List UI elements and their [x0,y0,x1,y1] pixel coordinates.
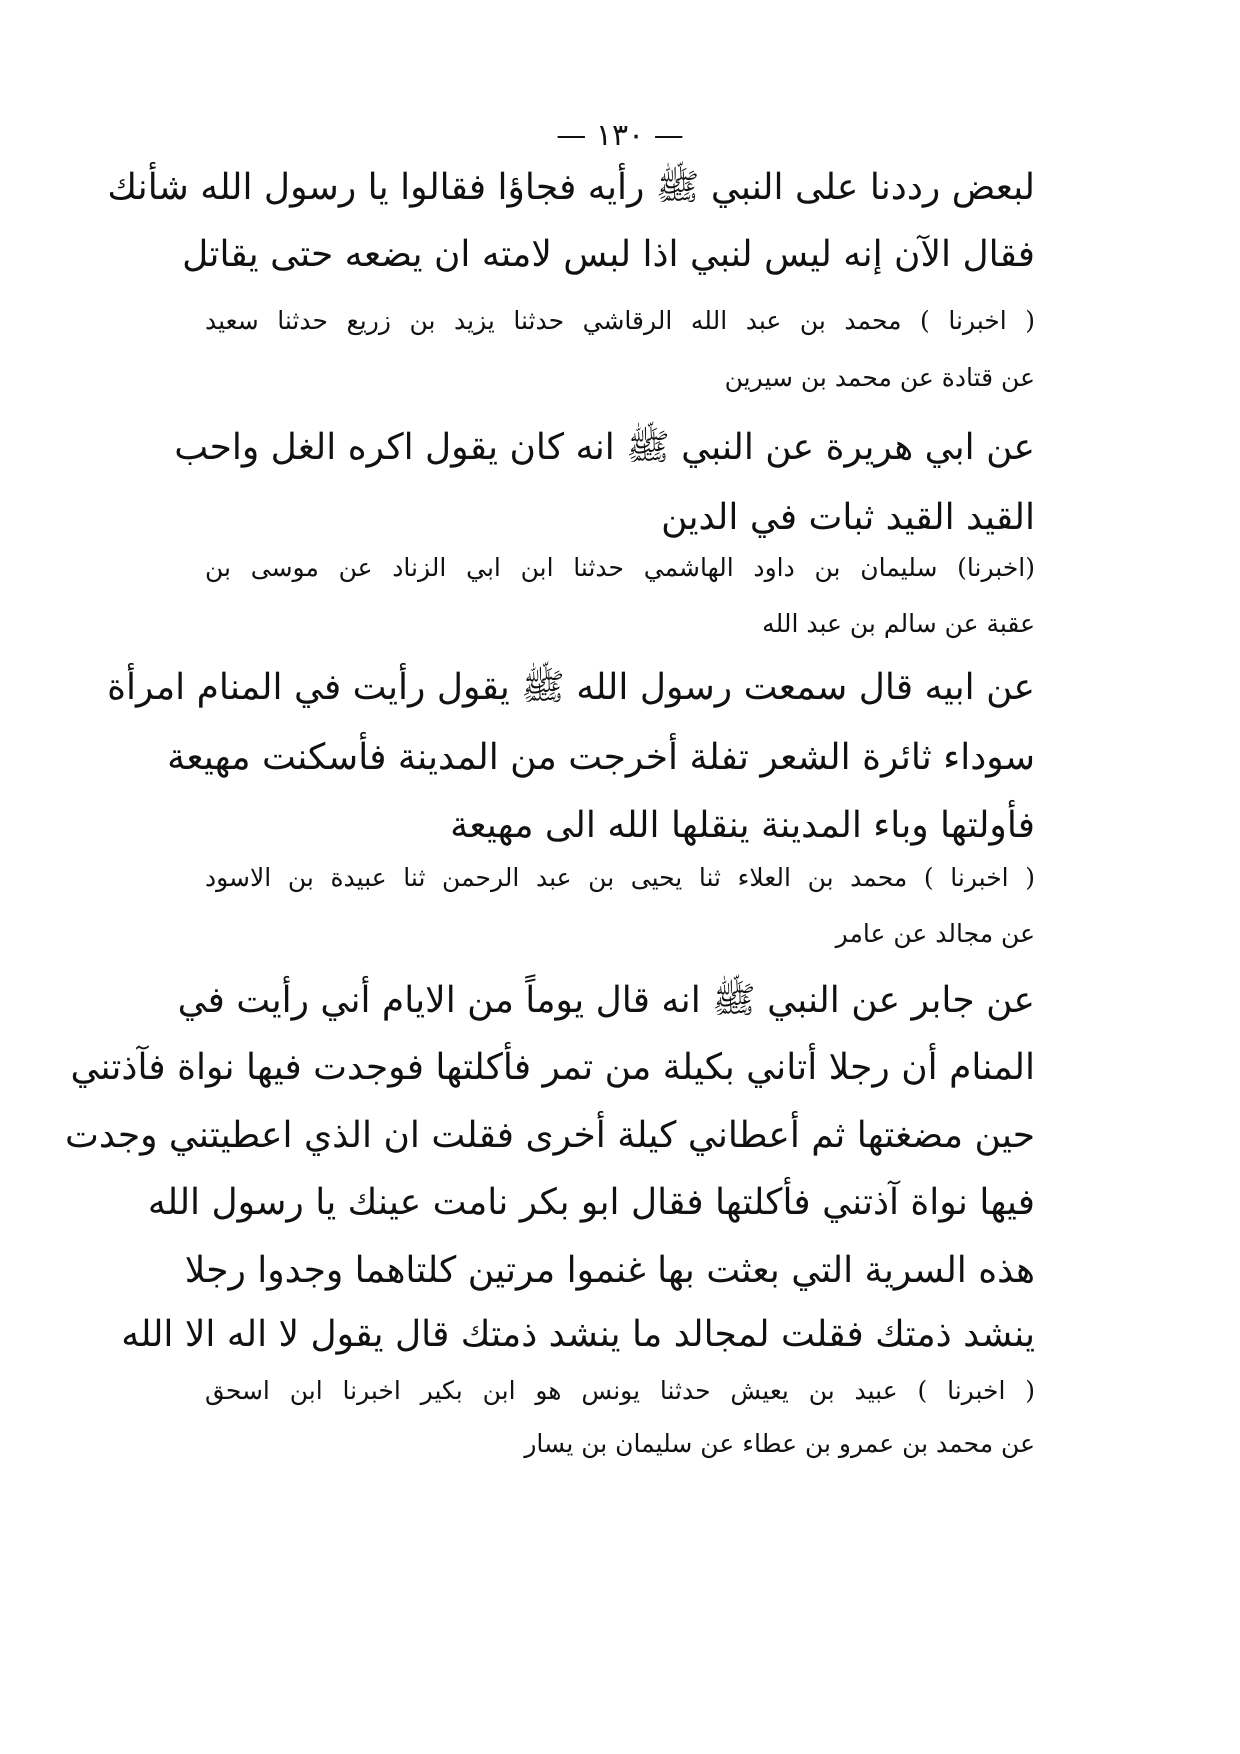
text-line: هذه السرية التي بعثت بها غنموا مرتين كلتاهما وجدوا رجلا [184,1250,1035,1291]
isnad-line: عن قتادة عن محمد بن سيرين [724,363,1035,392]
text-line: المنام أن رجلا أتاني بكيلة من تمر فأكلتها فوجدت فيها نواة فآذتني [70,1047,1035,1088]
text-line: حين مضغتها ثم أعطاني كيلة أخرى فقلت ان الذي اعطيتني وجدت [65,1115,1035,1156]
text-line: فقال الآن إنه ليس لنبي اذا لبس لامته ان يضعه حتى يقاتل [182,234,1035,275]
text-line: القيد القيد ثبات في الدين [661,497,1035,538]
text-line: ينشد ذمتك فقلت لمجالد ما ينشد ذمتك قال يقول لا اله الا الله [121,1314,1035,1355]
isnad-line: ( اخبرنا ) محمد بن العلاء ثنا يحيى بن عبد الرحمن ثنا عبيدة بن الاسود [205,863,1035,892]
text-line: فيها نواة آذتني فأكلتها فقال ابو بكر نامت عينك يا رسول الله [147,1182,1035,1223]
text-line: لبعض رددنا على النبي ﷺ رأيه فجاؤا فقالوا يا رسول الله شأنك [107,167,1035,208]
text-line: فأولتها وباء المدينة ينقلها الله الى مهيعة [450,805,1035,846]
page-number: — ١٣٠ — [556,118,684,153]
isnad-line: (اخبرنا) سليمان بن داود الهاشمي حدثنا ابن ابي الزناد عن موسى بن [205,553,1035,582]
text-line: سوداء ثائرة الشعر تفلة أخرجت من المدينة فأسكنت مهيعة [167,737,1035,778]
text-line: عن جابر عن النبي ﷺ انه قال يوماً من الايام أني رأيت في [177,980,1035,1021]
text-line: عن ابيه قال سمعت رسول الله ﷺ يقول رأيت في المنام امرأة [107,667,1035,708]
isnad-line: ( اخبرنا ) محمد بن عبد الله الرقاشي حدثنا يزيد بن زريع حدثنا سعيد [205,306,1035,335]
isnad-line: عن مجالد عن عامر [835,919,1035,948]
isnad-line: عن محمد بن عمرو بن عطاء عن سليمان بن يسار [524,1429,1035,1458]
isnad-line: عقبة عن سالم بن عبد الله [762,609,1035,638]
text-line: عن ابي هريرة عن النبي ﷺ انه كان يقول اكره الغل واحب [174,427,1035,468]
isnad-line: ( اخبرنا ) عبيد بن يعيش حدثنا يونس هو ابن بكير اخبرنا ابن اسحق [205,1376,1035,1405]
